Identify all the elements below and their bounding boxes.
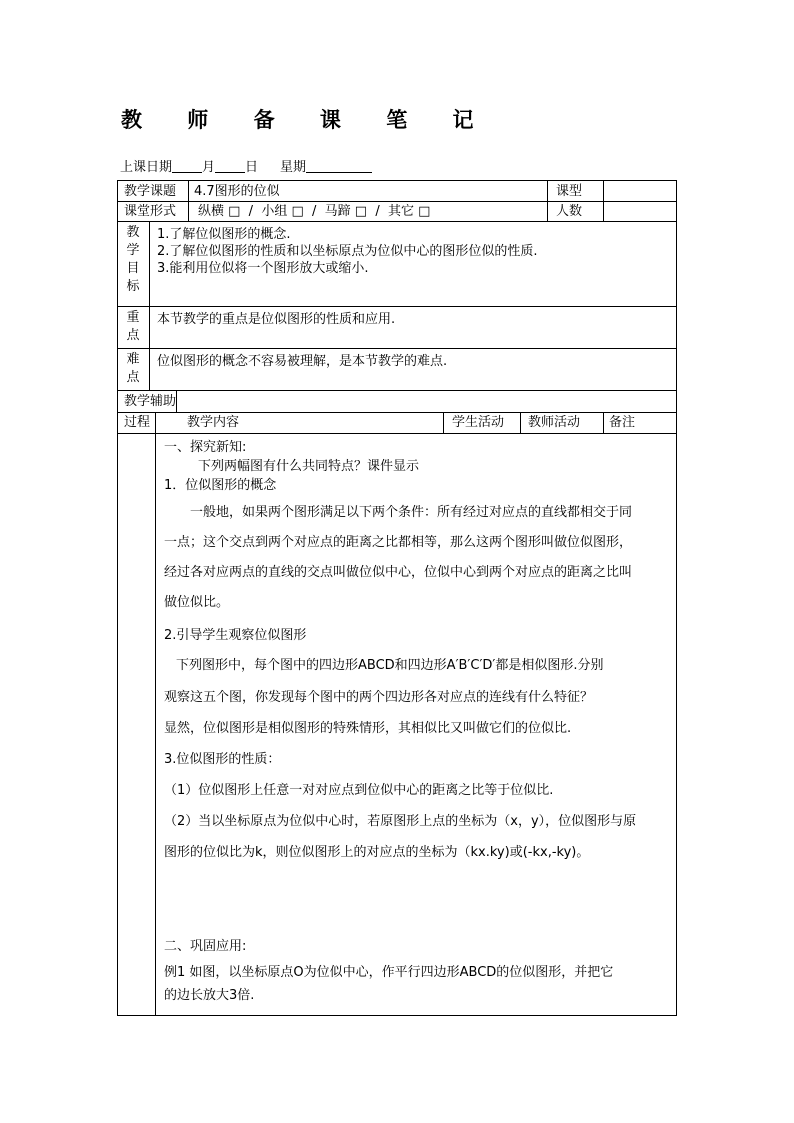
section-heading: 二、巩固应用: [164,939,247,954]
teaching-aid-field[interactable] [180,392,674,410]
goal-item: 2.了解位似图形的性质和以坐标原点为位似中心的图形位似的性质. [157,244,538,259]
content-line: 一点；这个交点到两个对应点的距离之比都相等，那么这两个图形叫做位似图形， [164,535,633,550]
month-blank[interactable] [172,160,202,173]
goals-label: 教 学 目 标 [126,225,140,294]
lesson-type-field[interactable] [608,182,674,200]
content-line: 一般地，如果两个图形满足以下两个条件：所有经过对应点的直线都相交于同 [190,505,633,520]
content-line: 下列两幅图有什么共同特点？课件显示 [198,459,420,474]
content-line: 观察这五个图，你发现每个图中的两个四边形各对应点的连线有什么特征？ [164,690,594,705]
content-line: 2.引导学生观察位似图形 [164,628,307,643]
content-line: （1）位似图形上任意一对对应点到位似中心的距离之比等于位似比. [164,783,554,798]
topic-label: 教学课题 [124,184,177,199]
content-line: 3.位似图形的性质： [164,752,281,767]
day-label: 日 [245,160,259,175]
topic-value[interactable]: 4.7图形的位似 [194,184,280,199]
student-activity-header: 学生活动 [452,415,505,430]
class-form-options[interactable]: 纵横 □ / 小组 □ / 马蹄 □ / 其它 □ [198,204,431,219]
date-label: 上课日期 [120,160,173,175]
content-line: 1．位似图形的概念 [164,478,277,493]
content-line: 的边长放大3倍. [164,988,255,1003]
student-count-field[interactable] [608,202,674,220]
lesson-plan-table [117,180,677,1016]
month-label: 月 [202,160,216,175]
content-line: 做位似比。 [164,595,230,610]
content-line: 经过各对应两点的直线的交点叫做位似中心，位似中心到两个对应点的距离之比叫 [164,565,633,580]
content-line: 图形的位似比为k，则位似图形上的对应点的坐标为（kx.ky)或(-kx,-ky)。 [164,845,590,860]
key-point-text: 本节教学的重点是位似图形的性质和应用. [157,312,396,327]
weekday-label: 星期 [280,160,307,175]
student-count-label: 人数 [556,204,583,219]
date-line [120,156,372,175]
content-line: 例1 如图，以坐标原点O为位似中心，作平行四边形ABCD的位似图形，并把它 [164,965,614,980]
day-blank[interactable] [215,160,245,173]
weekday-blank[interactable] [306,160,372,173]
difficulty-text: 位似图形的概念不容易被理解，是本节教学的难点. [157,354,448,369]
section-heading: 一、探究新知: [164,440,247,455]
class-form-label: 课堂形式 [124,204,177,219]
content-line: 下列图形中，每个图中的四边形ABCD和四边形A′B′C′D′都是相似图形.分别 [176,658,604,673]
goal-item: 1.了解位似图形的概念. [157,227,291,242]
content-line: 显然，位似图形是相似图形的特殊情形，其相似比又叫做它们的位似比. [164,721,572,736]
process-header: 过程 [124,415,151,430]
teaching-aid-label: 教学辅助 [124,394,177,409]
lesson-type-label: 课型 [556,184,583,199]
page-title: 教 师 备 课 笔 记 [121,107,493,132]
difficulty-label: 难 点 [126,352,140,385]
key-point-label: 重 点 [126,310,140,343]
content-line: （2）当以坐标原点为位似中心时，若原图形上点的坐标为（x，y），位似图形与原 [164,814,637,829]
notes-header: 备注 [609,415,636,430]
content-header: 教学内容 [187,415,240,430]
goal-item: 3.能利用位似将一个图形放大或缩小. [157,261,369,276]
teacher-activity-header: 教师活动 [528,415,581,430]
